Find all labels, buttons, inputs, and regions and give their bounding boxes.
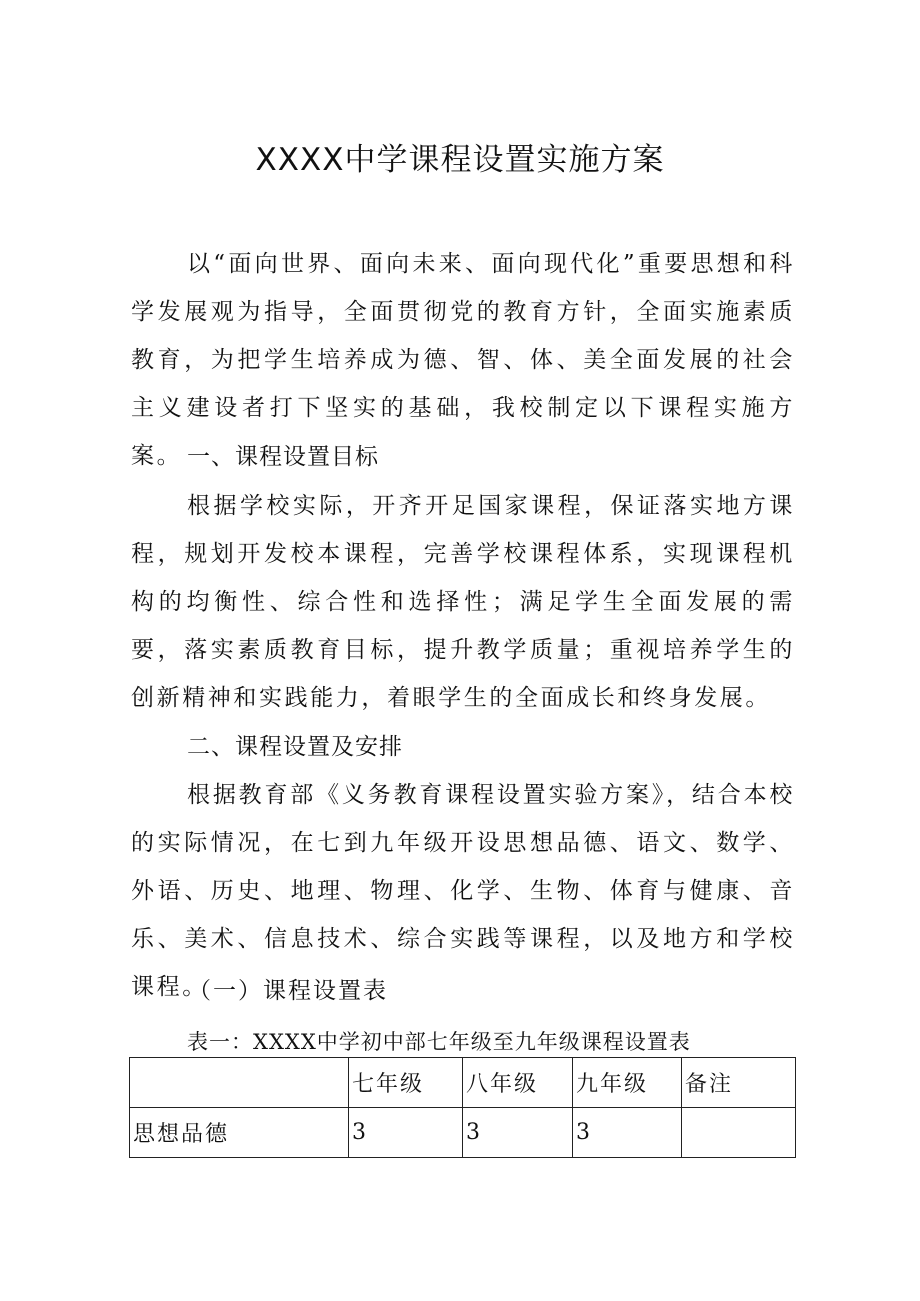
course-table <box>129 1057 796 1158</box>
table-header-cell: 七年级 <box>349 1058 463 1108</box>
table-cell: 思想品德 <box>130 1108 349 1158</box>
table-header-cell: 九年级 <box>573 1058 682 1108</box>
intro-paragraph: 以“面向世界、面向未来、面向现代化”重要思想和科学发展观为指导，全面贯彻党的教育方针，全面实施素质教育，为把学生培养成为德、智、体、美全面发展的社会主义建设者打下坚实的基础，我校制定以下课程实施方案。 <box>131 251 795 469</box>
table-header-cell: 备注 <box>682 1058 796 1108</box>
document-title: XXXX中学课程设置实施方案 <box>255 142 665 178</box>
section-body-goals: 根据学校实际，开齐开足国家课程，保证落实地方课程，规划开发校本课程，完善学校课程体系，实现课程机构的均衡性、综合性和选择性；满足学生全面发展的需要，落实素质教育目标，提升教学质量；重视培养学生的创新精神和实践能力，着眼学生的全面成长和终身发展。 <box>131 493 795 711</box>
table-header-cell <box>130 1058 349 1108</box>
section-body-arrangement: 根据教育部《义务教育课程设置实验方案》，结合本校的实际情况，在七到九年级开设思想品德、语文、数学、外语、历史、地理、物理、化学、生物、体育与健康、音乐、美术、信息技术、综合实践等课程，以及地方和学校课程。 <box>131 782 795 1000</box>
table-cell: 3 <box>573 1108 682 1158</box>
table-cell <box>682 1108 796 1158</box>
table-cell: 3 <box>463 1108 573 1158</box>
section-heading-goals: 一、课程设置目标 <box>187 444 379 470</box>
table-cell: 3 <box>349 1108 463 1158</box>
table-header-row <box>130 1058 796 1108</box>
table-header-cell: 八年级 <box>463 1058 573 1108</box>
section-heading-arrangement: 二、课程设置及安排 <box>187 734 403 760</box>
table-caption: 表一：XXXX中学初中部七年级至九年级课程设置表 <box>187 1030 691 1054</box>
subsection-heading: （一）课程设置表 <box>188 978 388 1004</box>
table-row <box>130 1108 796 1158</box>
